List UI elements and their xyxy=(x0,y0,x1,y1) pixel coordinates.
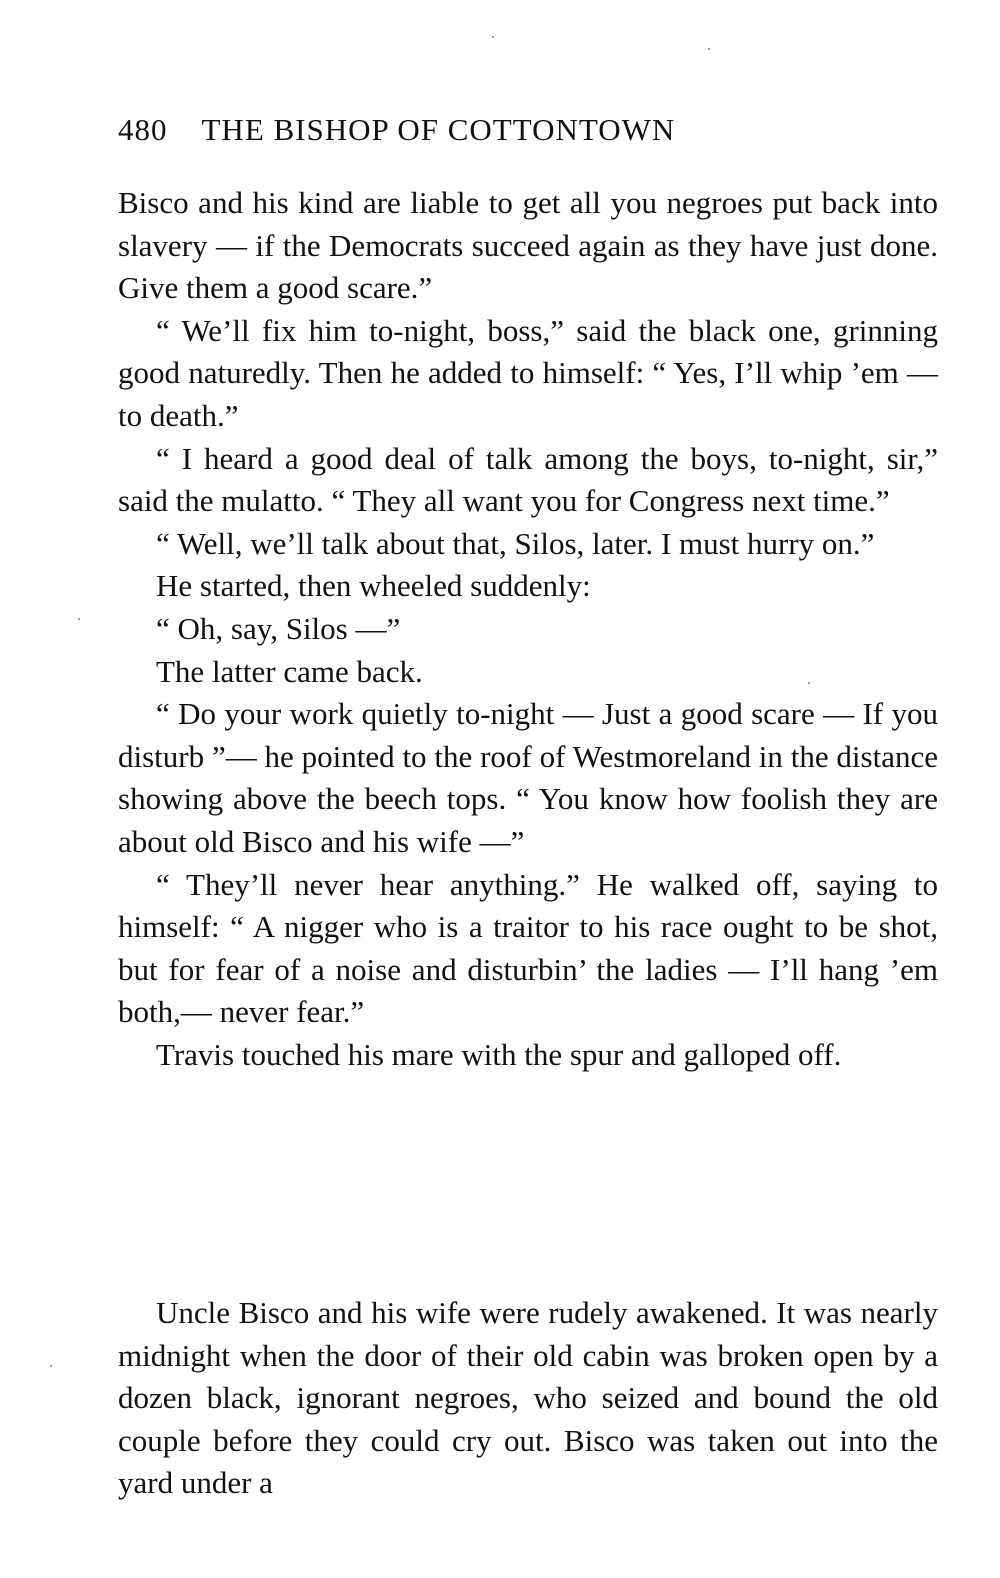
paragraph: “ They’ll never hear anything.” He walked off, saying to himself: “ A nigger who is a traitor to his race ought to be shot, but for fear of a noise and disturbin’ the ladies — I’ll hang ’em both,— never fear.” xyxy=(118,866,938,1030)
paragraph: Uncle Bisco and his wife were rudely awakened. It was nearly midnight when the door of their old cabin was broken open by a dozen black, ignorant negroes, who seized and bound the old couple before they could cry out. Bisco was taken out into the yard under a xyxy=(118,1295,938,1501)
paragraph: “ I heard a good deal of talk among the boys, to-night, sir,” said the mulatto. “ They all want you for Congress next time.” xyxy=(118,440,938,519)
paragraph: Travis touched his mare with the spur and galloped off. xyxy=(156,1036,842,1072)
running-title: THE BISHOP OF COTTONTOWN xyxy=(201,112,676,147)
text-block-upper xyxy=(118,182,938,1076)
paragraph: “ Do your work quietly to-night — Just a good scare — If you disturb ”— he pointed to the roof of Westmoreland in the distance showing above the beech tops. “ You know how foolish they are about old Bisco and his wife —” xyxy=(118,696,938,859)
scan-speck xyxy=(50,1365,52,1367)
paragraph: “ We’ll fix him to-night, boss,” said the black one, grinning good naturedly. Then he added to himself: “ Yes, I’ll whip ’em — to death.” xyxy=(118,312,938,433)
paragraph: “ Well, we’ll talk about that, Silos, later. I must hurry on.” xyxy=(156,525,875,561)
paragraph: Bisco and his kind are liable to get all you negroes put back into slavery — if the Democrats succeed again as they have just done. Give them a good scare.” xyxy=(118,185,938,306)
page-number: 480 xyxy=(118,112,168,147)
scan-speck xyxy=(78,618,80,620)
running-header xyxy=(118,112,675,148)
paragraph: “ Oh, say, Silos —” xyxy=(156,610,401,646)
paragraph: The latter came back. xyxy=(156,653,423,689)
scan-speck xyxy=(492,36,494,38)
paragraph: He started, then wheeled suddenly: xyxy=(156,568,591,604)
scan-speck xyxy=(708,48,710,50)
scan-speck xyxy=(808,682,810,684)
text-block-lower xyxy=(118,1292,938,1505)
